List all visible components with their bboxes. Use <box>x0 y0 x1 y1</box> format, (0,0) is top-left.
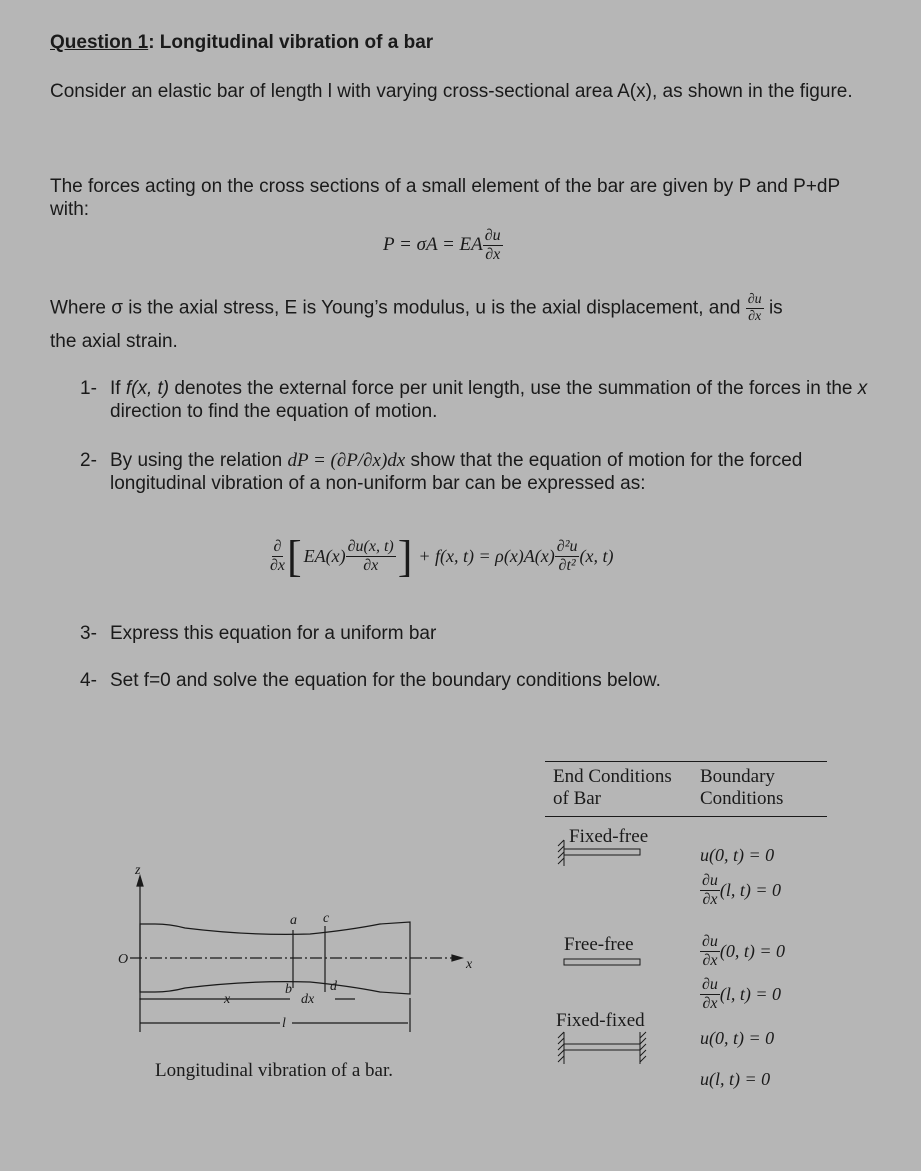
col2-header-line2: Conditions <box>700 788 784 809</box>
item-1-text-c: direction to find the equation of motion. <box>110 401 438 422</box>
fixed-fixed-bar-icon <box>550 1030 660 1066</box>
item-text: Set f=0 and solve the equation for the boundary conditions below. <box>110 670 661 691</box>
item-number: 2- <box>80 450 97 471</box>
item-number: 3- <box>80 623 97 644</box>
free-free-bc2 <box>700 977 781 1012</box>
row-free-free-name: Free-free <box>564 934 634 955</box>
where-line2: the axial strain. <box>50 331 178 352</box>
table-top-rule <box>545 761 827 762</box>
free-free-bc1-rest: (0, t) = 0 <box>719 941 786 961</box>
label-b: b <box>285 982 292 997</box>
fixed-free-bc2-num: ∂u <box>702 872 718 889</box>
strain-den: ∂x <box>485 246 501 263</box>
eom-ea: EA(x) <box>303 546 346 566</box>
free-free-bar-icon <box>562 955 644 969</box>
item-1-text-a: If <box>110 378 126 399</box>
equation-of-motion <box>270 531 613 582</box>
free-free-bc1-den: ∂x <box>702 952 718 969</box>
fixed-free-bc2 <box>700 873 781 908</box>
item-2-relation: dP = (∂P/∂x)dx <box>287 450 406 471</box>
left-bracket: [ <box>287 532 302 581</box>
eom-inner-num: ∂u(x, t) <box>347 538 394 555</box>
table-header-rule <box>545 816 827 817</box>
where-strain-fraction <box>746 293 764 324</box>
list-item <box>80 622 880 645</box>
bar-figure <box>110 860 490 1040</box>
question-heading-rest: : Longitudinal vibration of a bar <box>148 32 434 53</box>
free-free-bc1-frac <box>700 934 720 969</box>
intro-paragraph: Consider an elastic bar of length l with varying cross-sectional area A(x), as shown in the figure. <box>50 81 853 102</box>
label-z: z <box>135 863 141 878</box>
list-item <box>80 669 880 692</box>
list-item <box>80 377 880 423</box>
item-2-text-a: By using the relation <box>110 450 288 471</box>
force-equation <box>383 228 503 263</box>
free-free-bc2-rest: (l, t) = 0 <box>719 984 782 1004</box>
item-2-text-b: show that the equation of motion for the forced longitudinal vibration of a non-uniform bar can be expressed as: <box>110 450 803 494</box>
eom-d2-den: ∂t² <box>558 557 576 574</box>
right-bracket: ] <box>397 532 413 581</box>
table-header-col1 <box>553 766 672 810</box>
x-axis-arrow <box>452 955 462 961</box>
forces-paragraph: The forces acting on the cross sections of a small element of the bar are given by P and P+dP with: <box>50 176 840 220</box>
eom-d-den: ∂x <box>270 557 286 574</box>
label-c: c <box>323 911 330 926</box>
eom-d2-frac <box>555 539 580 574</box>
col1-header-line1: End Conditions <box>553 766 672 787</box>
fixed-free-bc1: u(0, t) = 0 <box>700 845 775 865</box>
fixed-free-bc2-rest: (l, t) = 0 <box>719 880 782 900</box>
free-free-bc1-num: ∂u <box>702 933 718 950</box>
question-heading-label: Question 1 <box>50 32 149 53</box>
free-free-bc2-num: ∂u <box>702 976 718 993</box>
label-a: a <box>290 913 297 928</box>
label-l-dim: l <box>282 1016 286 1031</box>
item-1-x: x <box>857 378 868 399</box>
label-dx: dx <box>301 992 315 1007</box>
list-item <box>80 449 880 495</box>
figure-caption: Longitudinal vibration of a bar. <box>155 1060 393 1081</box>
fixed-fixed-bc2: u(l, t) = 0 <box>700 1069 771 1089</box>
eom-d-dx <box>270 539 285 574</box>
row-fixed-fixed-name: Fixed-fixed <box>556 1010 645 1031</box>
item-number: 4- <box>80 670 97 691</box>
row-fixed-free-name: Fixed-free <box>569 826 649 847</box>
where-num: ∂u <box>747 292 762 307</box>
eom-rhs-b: (x, t) <box>579 546 614 566</box>
strain-num: ∂u <box>484 227 501 244</box>
col2-header-line1: Boundary <box>700 766 775 787</box>
label-origin: O <box>118 952 129 967</box>
fixed-free-bar-icon <box>550 838 645 868</box>
free-free-bc2-den: ∂x <box>702 995 718 1012</box>
item-number: 1- <box>80 378 97 399</box>
eom-inner-den: ∂x <box>363 557 379 574</box>
label-x-dim: x <box>224 992 231 1007</box>
item-text: Express this equation for a uniform bar <box>110 623 437 644</box>
fixed-free-bc2-den: ∂x <box>702 891 718 908</box>
where-text: Where σ is the axial stress, E is Young’s modulus, u is the axial displacement, and <box>50 297 741 319</box>
question-title <box>50 32 433 54</box>
item-text <box>110 449 880 495</box>
where-is: is <box>768 297 783 319</box>
table-header-col2 <box>700 766 783 810</box>
strain-fraction <box>483 228 503 263</box>
label-d: d <box>330 979 337 994</box>
col1-header-line2: of Bar <box>553 788 602 809</box>
free-free-bc1 <box>700 934 785 969</box>
fixed-free-bc2-frac <box>700 873 720 908</box>
where-den: ∂x <box>748 309 762 324</box>
eom-inner-frac <box>346 539 396 574</box>
eom-d-num: ∂ <box>273 538 282 555</box>
fixed-fixed-bc1: u(0, t) = 0 <box>700 1028 775 1048</box>
free-free-bc2-frac <box>700 977 720 1012</box>
eom-d2-num: ∂²u <box>556 538 578 555</box>
item-text <box>110 377 880 423</box>
label-x-axis: x <box>466 957 473 972</box>
where-paragraph <box>50 293 890 324</box>
item-1-text-b: denotes the external force per unit length, use the summation of the forces in the <box>169 378 858 399</box>
eom-rhs-a: + f(x, t) = ρ(x)A(x) <box>418 546 555 566</box>
force-equation-lhs: P = σA = EA <box>383 233 483 255</box>
item-1-fx: f(x, t) <box>125 378 170 399</box>
